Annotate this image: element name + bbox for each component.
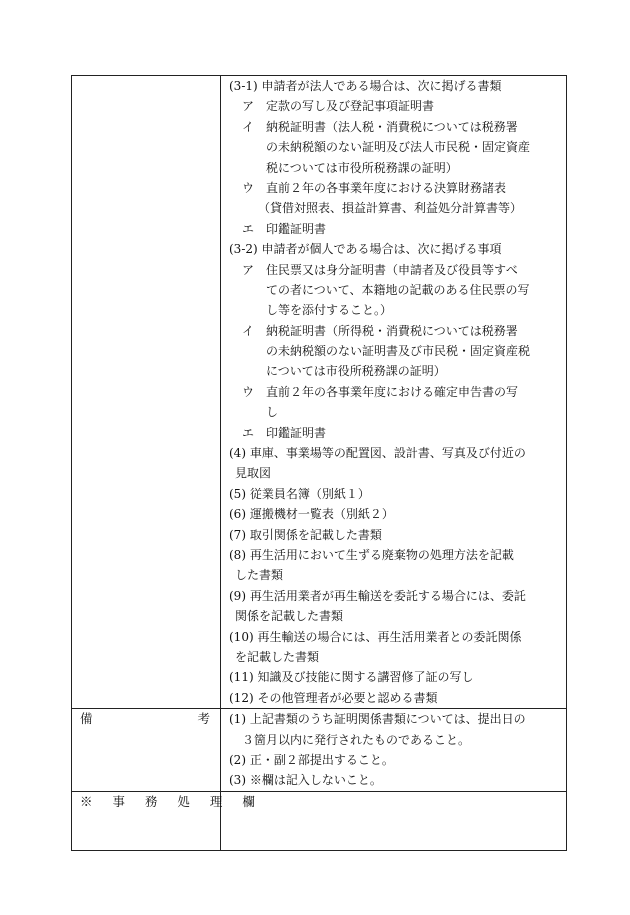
list-item: ア 定款の写し及び登記事項証明書 [242, 99, 435, 114]
office-use-label: ※ 事 務 処 理 欄 [80, 793, 263, 809]
list-item: し [266, 405, 279, 420]
remarks-label-right: 考 [197, 711, 210, 727]
list-item: エ 印鑑証明書 [242, 221, 327, 236]
list-item: (3-1) 申請者が法人である場合は、次に掲げる書類 [229, 79, 502, 93]
documents-label-cell [72, 76, 221, 709]
list-item: (11) 知識及び技能に関する講習修了証の写し [229, 670, 474, 685]
list-item: イ 納税証明書（所得税・消費税については税務署 [242, 323, 518, 338]
office-label-cell [72, 791, 263, 850]
list-item: ３箇月以内に発行されたものであること。 [242, 732, 471, 747]
list-item: （貸借対照表、損益計算書、利益処分計算書等） [258, 201, 523, 216]
list-item: ウ 直前２年の各事業年度における確定申告書の写 [242, 384, 519, 399]
office-use-field [221, 791, 567, 850]
list-item: エ 印鑑証明書 [242, 425, 327, 440]
list-item: 見取図 [235, 466, 272, 481]
remarks-label [72, 709, 220, 729]
office-row [72, 791, 567, 850]
list-item: し等を添付すること。） [266, 303, 393, 318]
list-item: (7) 取引関係を記載した書類 [229, 527, 382, 542]
remarks-list [221, 709, 566, 791]
list-item: (3-2) 申請者が個人である場合は、次に掲げる事項 [229, 242, 502, 257]
remarks-label-cell [72, 709, 221, 792]
list-item: ア 住民票又は身分証明書（申請者及び役員等すべ [242, 262, 518, 277]
list-item: (12) その他管理者が必要と認める書類 [229, 690, 438, 705]
remarks-label-left: 備 [80, 711, 93, 727]
list-item: (5) 従業員名簿（別紙１） [229, 486, 370, 501]
application-form-table [71, 75, 567, 851]
documents-row [72, 76, 567, 709]
list-item: (2) 正・副２部提出すること。 [229, 752, 394, 767]
remarks-row [72, 709, 567, 792]
list-item: 関係を記載した書類 [235, 609, 344, 624]
list-item: については市役所税務課の証明） [266, 364, 446, 379]
list-item: (8) 再生活用において生ずる廃棄物の処理方法を記載 [229, 547, 514, 562]
list-item: ての者について、本籍地の記載のある住民票の写 [266, 282, 530, 297]
list-item: を記載した書類 [235, 649, 320, 664]
list-item: (1) 上記書類のうち証明関係書類については、提出日の [229, 712, 526, 727]
list-item: (6) 運搬機材一覧表（別紙２） [229, 507, 394, 522]
list-item: した書類 [235, 568, 284, 583]
list-item: イ 納税証明書（法人税・消費税については税務署 [242, 119, 518, 134]
documents-list-cell [221, 76, 567, 709]
documents-list [221, 76, 566, 708]
list-item: (10) 再生輸送の場合には、再生活用業者との委託関係 [229, 629, 522, 644]
list-item: の未納税額のない証明及び法人市民税・固定資産 [266, 140, 531, 155]
list-item: (4) 車庫、事業場等の配置図、設計書、写真及び付近の [229, 446, 526, 461]
list-item: (9) 再生活用業者が再生輸送を委託する場合には、委託 [229, 588, 526, 603]
list-item: 税については市役所税務課の証明） [266, 160, 458, 175]
list-item: (3) ※欄は記入しないこと。 [229, 773, 382, 788]
remarks-list-cell [221, 709, 567, 792]
list-item: ウ 直前２年の各事業年度における決算財務諸表 [242, 180, 507, 195]
list-item: の未納税額のない証明書及び市民税・固定資産税 [266, 344, 531, 359]
